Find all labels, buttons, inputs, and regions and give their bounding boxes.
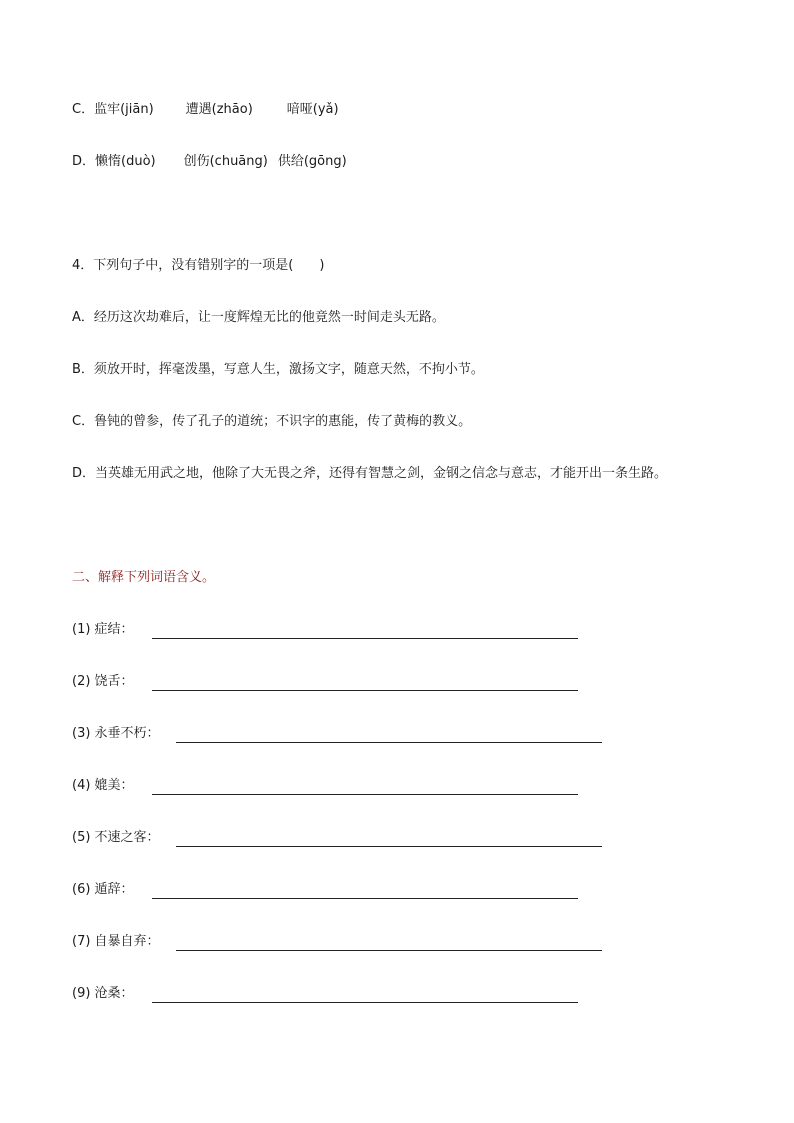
term-label: (7) 自暴自弃：: [72, 934, 160, 949]
q4-stem: 4．下列句子中，没有错别字的一项是( ): [72, 258, 325, 273]
term-label: (5) 不速之客：: [72, 830, 160, 845]
option-word-2: 遭遇(zhāo): [185, 102, 253, 117]
option-word-3: 喑哑(yǎ): [286, 102, 339, 117]
definition-item-2: [72, 673, 578, 691]
definition-item-4: [72, 777, 578, 795]
q3-option-d: [72, 153, 347, 171]
term-label: (9) 沧桑：: [72, 986, 134, 1001]
term-label: (3) 永垂不朽：: [72, 726, 160, 741]
definition-item-3: [72, 725, 602, 743]
answer-blank[interactable]: [152, 624, 578, 639]
q4-option-d: D．当英雄无用武之地，他除了大无畏之斧，还得有智慧之剑，金钢之信念与意志，才能开出一条生路。: [72, 466, 668, 481]
term-label: (6) 遁辞：: [72, 882, 134, 897]
answer-blank[interactable]: [152, 988, 578, 1003]
option-word-3: 供给(gōng): [277, 154, 347, 169]
definition-item-9: [72, 985, 578, 1003]
definition-item-5: [72, 829, 602, 847]
answer-blank[interactable]: [176, 728, 602, 743]
option-label: C．: [72, 102, 95, 117]
definition-item-7: [72, 933, 602, 951]
answer-blank[interactable]: [152, 780, 578, 795]
q4-option-b: B．须放开时，挥毫泼墨，写意人生，激扬文字，随意天然，不拘小节。: [72, 362, 484, 377]
definition-item-1: [72, 621, 578, 639]
answer-blank[interactable]: [176, 832, 602, 847]
term-label: (2) 饶舌：: [72, 674, 134, 689]
option-label: D．: [72, 154, 96, 169]
term-label: (1) 症结：: [72, 622, 134, 637]
section-title: 二、解释下列词语含义。: [72, 570, 216, 585]
option-word-2: 创伤(chuāng): [183, 154, 268, 169]
option-word-1: 懒惰(duò): [95, 154, 156, 169]
definition-item-6: [72, 881, 578, 899]
answer-blank[interactable]: [152, 676, 578, 691]
q3-option-c: [72, 101, 339, 119]
option-word-1: 监牢(jiān): [94, 102, 154, 117]
answer-blank[interactable]: [152, 884, 578, 899]
q4-option-c: C．鲁钝的曾参，传了孔子的道统；不识字的惠能，传了黄梅的教义。: [72, 414, 472, 429]
term-label: (4) 媲美：: [72, 778, 134, 793]
q4-option-a: A．经历这次劫难后，让一度辉煌无比的他竟然一时间走头无路。: [72, 310, 445, 325]
answer-blank[interactable]: [176, 936, 602, 951]
